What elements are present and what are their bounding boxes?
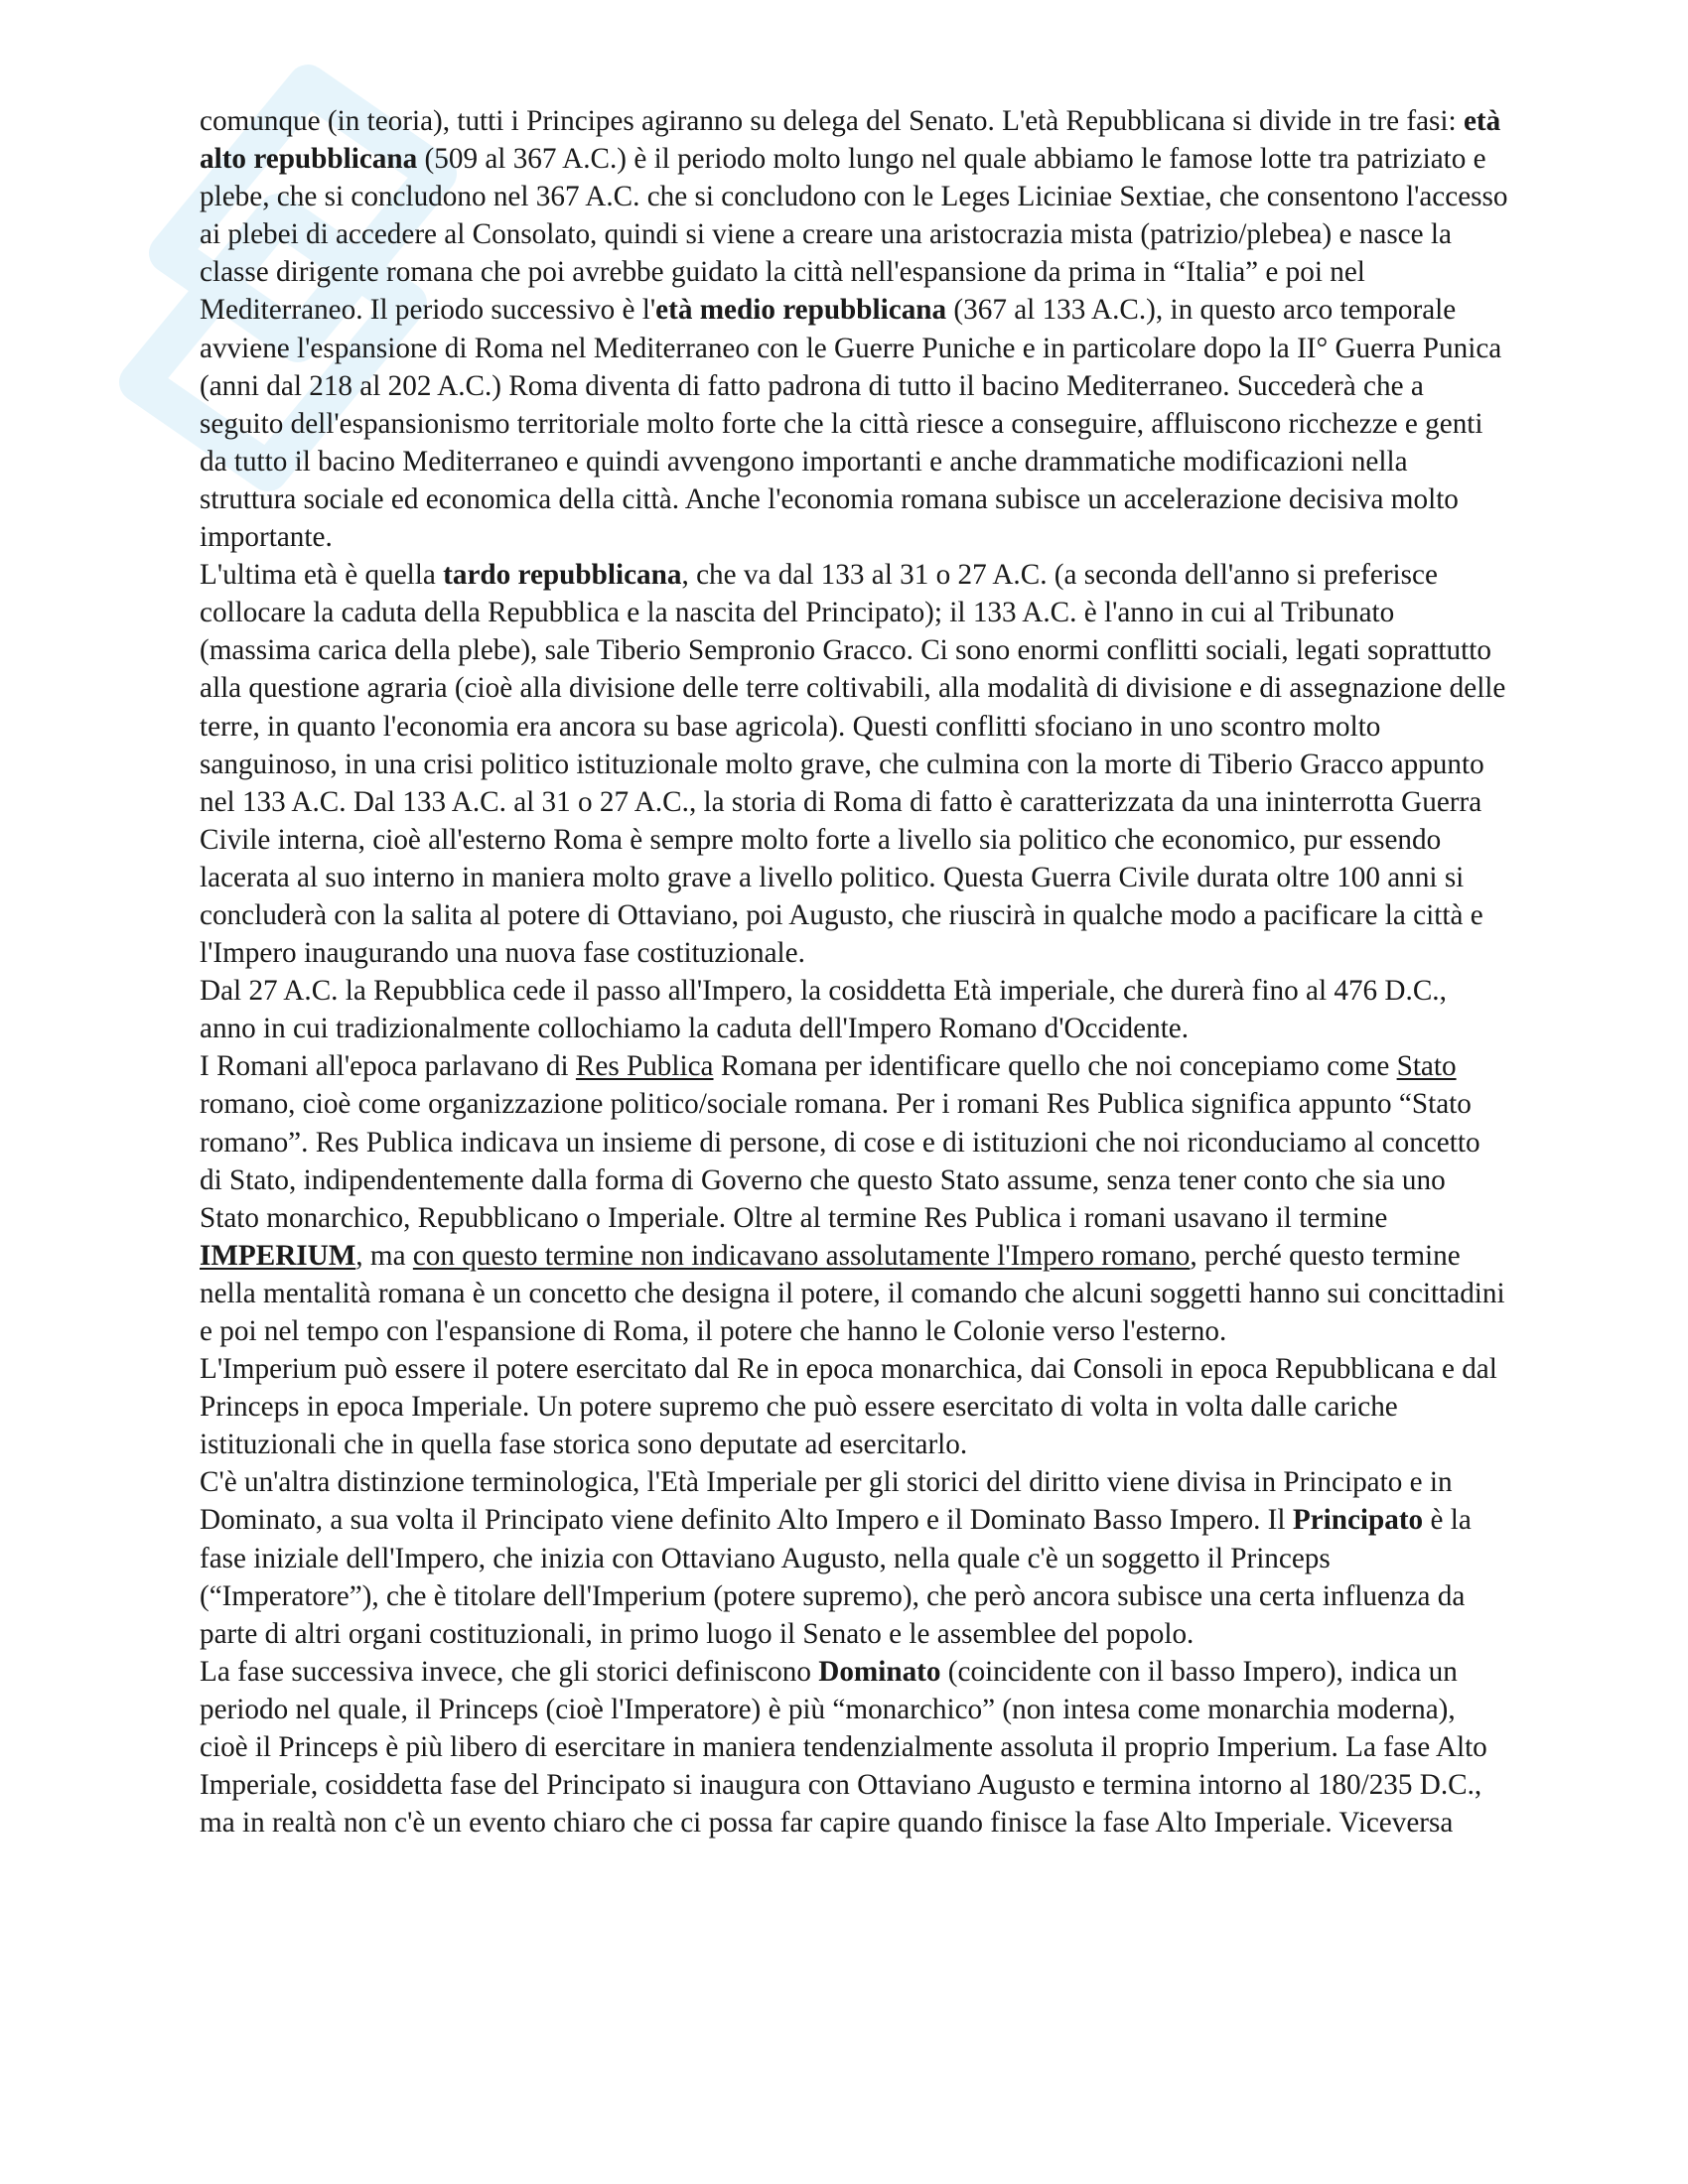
bold-term: Principato: [1292, 1504, 1424, 1537]
paragraph-p5: [200, 1350, 1508, 1463]
underlined-term: Res Publica: [575, 1050, 714, 1083]
bold-term: tardo repubblicana: [443, 559, 682, 592]
underlined-term: con questo termine non indicavano assolutamente l'Impero romano: [412, 1239, 1191, 1272]
text-run: (coincidente con il basso Impero), indica un periodo nel quale, il Princeps (cioè l'Imperatore) è più “monarchico” (non intesa come monarchia moderna), cioè il Princeps è più libero di esercitare in maniera tendenzialmente assoluta il proprio Imperium. La fase Alto Imperiale, cosiddetta fase del Principato si inaugura con Ottaviano Augusto e termina intorno al 180/235 D.C., ma in realtà non c'è un evento chiaro che ci possa far capire quando finisce la fase Alto Imperiale. Viceversa: [200, 1655, 1487, 1840]
bold-term: età medio repubblicana: [655, 294, 947, 327]
bold-term: età alto repubblicana: [200, 105, 1501, 176]
paragraph-p2: [200, 556, 1508, 972]
paragraph-p4: [200, 1047, 1508, 1350]
underlined-term: Stato: [1396, 1050, 1457, 1083]
paragraph-p3: [200, 972, 1508, 1047]
text-run: La fase successiva invece, che gli storici definiscono: [200, 1655, 819, 1688]
text-run: romano, cioè come organizzazione politico/sociale romana. Per i romani Res Publica significa appunto “Stato romano”. Res Publica indicava un insieme di persone, di cose e di istituzioni che noi riconduciamo al concetto di Stato, indipendentemente dalla forma di Governo che questo Stato assume, senza tener conto che sia uno Stato monarchico, Repubblicano o Imperiale. Oltre al termine Res Publica i romani usavano il termine: [200, 1088, 1480, 1234]
text-run: , perché questo termine nella mentalità romana è un concetto che designa il potere, il comando che alcuni soggetti hanno sui concittadini e poi nel tempo con l'espansione di Roma, il potere che hanno le Colonie verso l'esterno.: [200, 1239, 1505, 1347]
document-body: [200, 102, 1508, 1842]
text-run: Romana per identificare quello che noi concepiamo come: [713, 1050, 1397, 1083]
bold-term: Dominato: [818, 1655, 941, 1688]
paragraph-p1: [200, 102, 1508, 556]
text-run: Dal 27 A.C. la Repubblica cede il passo all'Impero, la cosiddetta Età imperiale, che durerà fino al 476 D.C., anno in cui tradizionalmente collochiamo la caduta dell'Impero Romano d'Occidente.: [200, 975, 1447, 1045]
text-run: è la fase iniziale dell'Impero, che inizia con Ottaviano Augusto, nella quale c'è un soggetto il Princeps (“Imperatore”), che è titolare dell'Imperium (potere supremo), che però ancora subisce una certa influenza da parte di altri organi costituzionali, in primo luogo il Senato e le assemblee del popolo.: [200, 1504, 1472, 1650]
text-run: comunque (in teoria), tutti i Principes agiranno su delega del Senato. L'età Repubblicana si divide in tre fasi:: [200, 105, 1464, 137]
paragraph-p7: [200, 1653, 1508, 1842]
paragraph-p6: [200, 1463, 1508, 1652]
text-run: C'è un'altra distinzione terminologica, l'Età Imperiale per gli storici del diritto viene divisa in Principato e in Dominato, a sua volta il Principato viene definito Alto Impero e il Dominato Basso Impero. Il: [200, 1466, 1453, 1537]
bold-underlined-term: IMPERIUM: [200, 1239, 356, 1272]
text-run: (367 al 133 A.C.), in questo arco temporale avviene l'espansione di Roma nel Mediterraneo con le Guerre Puniche e in particolare dopo la II° Guerra Punica (anni dal 218 al 202 A.C.) Roma diventa di fatto padrona di tutto il bacino Mediterraneo. Succederà che a seguito dell'espansionismo territoriale molto forte che la città riesce a conseguire, affluiscono ricchezze e genti da tutto il bacino Mediterraneo e quindi avvengono importanti e anche drammatiche modificazioni nella struttura sociale ed economica della città. Anche l'economia romana subisce un accelerazione decisiva molto importante.: [200, 294, 1502, 554]
text-run: , che va dal 133 al 31 o 27 A.C. (a seconda dell'anno si preferisce collocare la caduta della Repubblica e la nascita del Principato); il 133 A.C. è l'anno in cui al Tribunato (massima carica della plebe), sale Tiberio Sempronio Gracco. Ci sono enormi conflitti sociali, legati soprattutto alla questione agraria (cioè alla divisione delle terre coltivabili, alla modalità di divisione e di assegnazione delle terre, in quanto l'economia era ancora su base agricola). Questi conflitti sfociano in uno scontro molto sanguinoso, in una crisi politico istituzionale molto grave, che culmina con la morte di Tiberio Gracco appunto nel 133 A.C. Dal 133 A.C. al 31 o 27 A.C., la storia di Roma di fatto è caratterizzata da una ininterrotta Guerra Civile interna, cioè all'esterno Roma è sempre molto forte a livello sia politico che economico, pur essendo lacerata al suo interno in maniera molto grave a livello politico. Questa Guerra Civile durata oltre 100 anni si concluderà con la salita al potere di Ottaviano, poi Augusto, che riuscirà in qualche modo a pacificare la città e l'Impero inaugurando una nuova fase costituzionale.: [200, 559, 1506, 970]
text-run: , ma: [355, 1239, 413, 1272]
text-run: L'Imperium può essere il potere esercitato dal Re in epoca monarchica, dai Consoli in epoca Repubblicana e dal Princeps in epoca Imperiale. Un potere supremo che può essere esercitato di volta in volta dalle cariche istituzionali che in quella fase storica sono deputate ad esercitarlo.: [200, 1353, 1497, 1461]
text-run: L'ultima età è quella: [200, 559, 444, 592]
text-run: (509 al 367 A.C.) è il periodo molto lungo nel quale abbiamo le famose lotte tra patriziato e plebe, che si concludono nel 367 A.C. che si concludono con le Leges Liciniae Sextiae, che consentono l'accesso ai plebei di accedere al Consolato, quindi si viene a creare una aristocrazia mista (patrizio/plebea) e nasce la classe dirigente romana che poi avrebbe guidato la città nell'espansione da prima in “Italia” e poi nel Mediterraneo. Il periodo successivo è l': [200, 143, 1508, 327]
text-run: I Romani all'epoca parlavano di: [200, 1050, 576, 1083]
